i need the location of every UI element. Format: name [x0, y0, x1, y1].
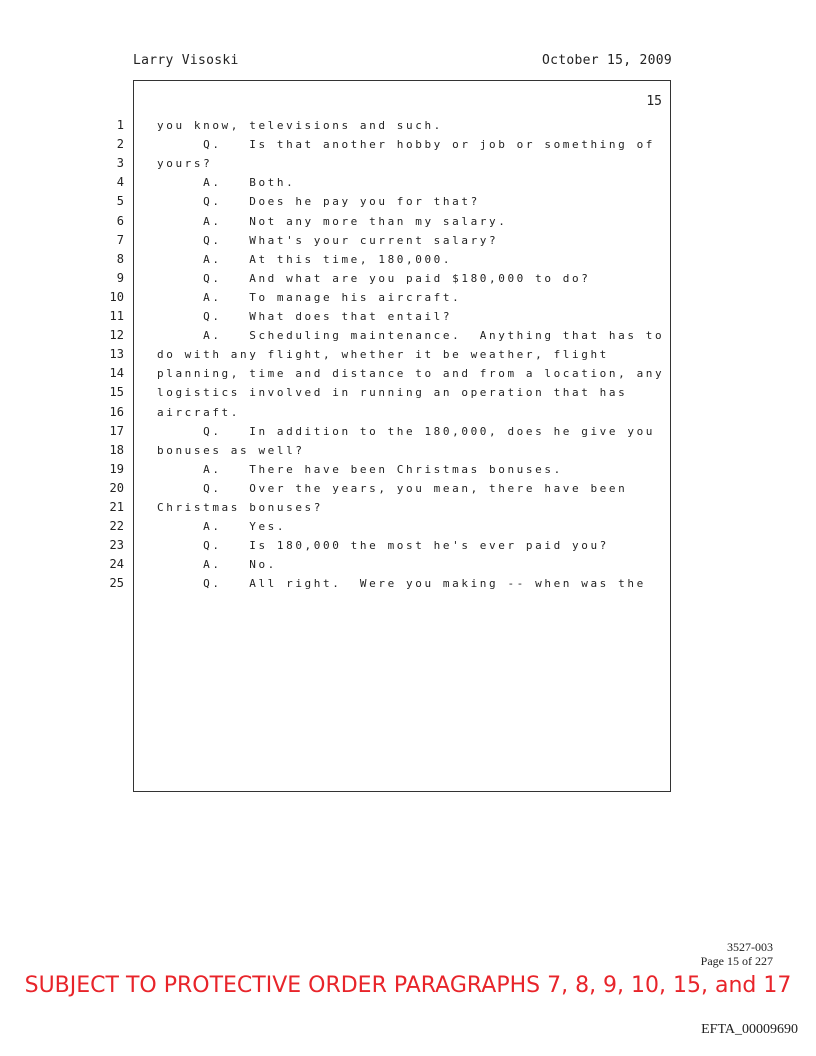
transcript-line: Q. Does he pay you for that? [157, 195, 480, 209]
transcript-line: Q. Is that another hobby or job or something of [157, 138, 656, 152]
transcript-line: A. No. [157, 558, 277, 572]
line-number: 24 [109, 557, 124, 572]
transcript-line: Christmas bonuses? [157, 501, 324, 514]
page-count: Page 15 of 227 [700, 954, 773, 968]
transcript-line: Q. Over the years, you mean, there have been [157, 481, 628, 495]
bates-number: EFTA_00009690 [701, 1022, 798, 1037]
line-number: 6 [116, 213, 124, 228]
transcript-line: A. Not any more than my salary. [157, 214, 508, 228]
line-number: 2 [116, 137, 124, 152]
line-number: 5 [116, 194, 124, 209]
line-number: 19 [109, 461, 124, 476]
transcript-line: Q. Is 180,000 the most he's ever paid you? [157, 539, 609, 553]
line-number: 18 [109, 442, 124, 457]
transcript-line: A. Yes. [157, 520, 287, 534]
line-number: 23 [109, 538, 124, 553]
line-number: 1 [116, 118, 124, 132]
document-id: 3527-003 [727, 940, 773, 954]
transcript-line: planning, time and distance to and from a location, any [157, 367, 665, 381]
line-number: 14 [109, 366, 124, 381]
line-number: 15 [109, 385, 124, 400]
transcript-line: Q. And what are you paid $180,000 to do? [157, 271, 591, 285]
line-number: 20 [109, 480, 124, 495]
transcript-line: Q. All right. Were you making -- when was the [157, 577, 646, 591]
transcript-line: yours? [157, 157, 213, 171]
transcript-line: Q. In addition to the 180,000, does he give you [157, 424, 656, 438]
line-number: 4 [116, 175, 124, 190]
transcript-line: Q. What's your current salary? [157, 233, 499, 247]
line-number: 16 [109, 404, 124, 419]
transcript-line: you know, televisions and such. [157, 119, 443, 132]
line-number: 11 [109, 309, 124, 323]
line-number: 22 [109, 519, 124, 534]
line-number: 13 [109, 347, 124, 362]
line-number: 7 [116, 232, 124, 247]
line-number: 10 [109, 289, 124, 304]
transcript-line: A. At this time, 180,000. [157, 252, 453, 266]
line-number: 8 [116, 251, 124, 266]
transcript-line: A. Both. [157, 176, 296, 190]
line-number: 12 [109, 328, 124, 343]
transcript-line: logistics involved in running an operation that has [157, 386, 628, 400]
transcript-line: A. To manage his aircraft. [157, 290, 462, 304]
transcript-page-number: 15 [646, 94, 662, 109]
deponent-name: Larry Visoski [133, 53, 239, 68]
transcript-line: bonuses as well? [157, 443, 305, 457]
transcript-line: aircraft. [157, 405, 241, 419]
line-number: 25 [109, 576, 124, 591]
transcript-line: Q. What does that entail? [157, 310, 453, 323]
line-number: 17 [109, 423, 124, 438]
line-number: 3 [116, 156, 124, 171]
transcript-line: A. There have been Christmas bonuses. [157, 462, 563, 476]
deposition-date: October 15, 2009 [541, 53, 672, 68]
line-number: 21 [109, 500, 124, 514]
transcript-line: A. Scheduling maintenance. Anything that has to [157, 329, 665, 343]
protective-order-notice: SUBJECT TO PROTECTIVE ORDER PARAGRAPHS 7, 8, 9, 10, 15, and 17 [24, 973, 792, 998]
transcript-line: do with any flight, whether it be weather, flight [157, 348, 609, 362]
line-number: 9 [116, 270, 124, 285]
